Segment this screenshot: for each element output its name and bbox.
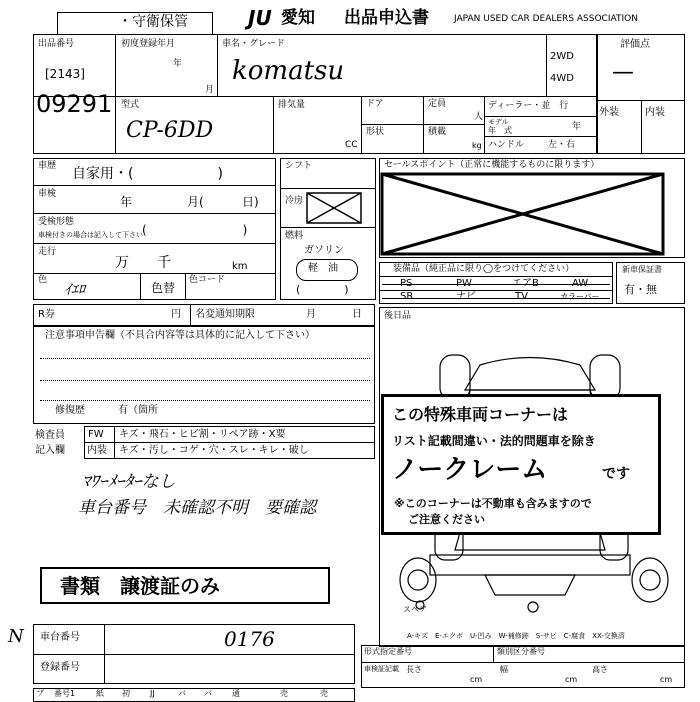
special-corner-notice <box>381 394 661 535</box>
model-year-unit: 年 <box>572 122 582 132</box>
documents-box <box>40 567 330 604</box>
listing-number: 09291 <box>36 90 113 118</box>
dealer-label: ディーラー・並 行 <box>488 101 569 111</box>
fuel-diesel: 軽 油 <box>308 263 338 274</box>
equip-aw: AW <box>572 278 589 289</box>
height-label: 高さ <box>592 665 608 674</box>
length-label: 長さ <box>406 665 422 674</box>
footer-item-8: 売 <box>280 689 288 698</box>
fuel-gas: ガソリン <box>304 245 344 256</box>
fuel-paren: ( ) <box>296 283 349 296</box>
mileage-sen: 千 <box>157 255 171 271</box>
special-no-claim: ノークレーム <box>392 455 548 485</box>
selling-points-label: セールスポイント（正常に機能するものに限ります） <box>384 160 600 170</box>
equip-airbag: エアB <box>512 278 539 289</box>
meihen-month: 月 <box>306 309 316 320</box>
checker-label2: 記入欄 <box>35 445 65 456</box>
height-unit: cm <box>660 675 673 684</box>
mileage-label: 走行 <box>38 247 57 257</box>
repair-label: 修復歴 <box>55 405 85 416</box>
load-label: 積載 <box>428 127 447 137</box>
footer-item-9: 売 <box>320 689 328 698</box>
header-dept-box <box>57 12 213 34</box>
model-year-label2: 年 式 <box>488 126 512 135</box>
checker-interior-text: キズ・汚し・コゲ・穴・スレ・キレ・破し <box>119 445 309 456</box>
transfer-paren: ( ) <box>142 223 248 237</box>
chassis-value: 0176 <box>224 627 275 651</box>
inspection-year: 年 <box>120 195 133 209</box>
footer-item-6: パ <box>204 689 212 698</box>
color-label: 色 <box>38 275 48 285</box>
shape-label: 形状 <box>366 127 385 137</box>
transfer-note: 車検付きの場合は記入して下さい <box>38 231 143 239</box>
notes-label: 注意事項申告欄（不具合内容等は具体的に記入して下さい） <box>45 330 315 341</box>
width-unit: cm <box>565 675 578 684</box>
reg-month-unit: 月 <box>205 85 215 95</box>
equip-tv: TV <box>515 291 528 302</box>
model-label: 型式 <box>121 100 140 110</box>
registration-label: 登録番号 <box>40 662 80 673</box>
shift-label: シフト <box>285 161 313 171</box>
warranty-value: 有・無 <box>624 283 657 296</box>
displacement-label: 排気量 <box>278 100 306 110</box>
evaluation-value: — <box>612 60 634 85</box>
capacity-unit: 人 <box>474 112 484 122</box>
drive-2wd: 2WD <box>550 51 574 62</box>
checker-fw: FW <box>88 429 104 440</box>
reg-year-unit: 年 <box>173 59 183 69</box>
car-name-value: komatsu <box>232 56 345 86</box>
checker-interior: 内装 <box>87 445 107 456</box>
color-value: ｲｴﾛ <box>64 282 85 298</box>
special-line1: この特殊車両コーナーは <box>392 405 569 424</box>
dept-text: ・守衛保管 <box>118 14 188 30</box>
org-name: 愛知 <box>281 8 315 28</box>
listing-bracket: [2143] <box>45 67 85 81</box>
chassis-label: 車台番号 <box>40 632 80 643</box>
interior-label: 内装 <box>645 107 665 118</box>
checker-fw-text: キズ・飛石・ヒビ割・リペア跡・X要 <box>119 429 286 440</box>
form-title: 出品申込書 <box>344 8 429 28</box>
drive-4wd: 4WD <box>550 73 574 84</box>
handle-value: 左・右 <box>548 140 576 150</box>
model-value: CP-6DD <box>126 118 214 143</box>
width-label: 幅 <box>500 665 508 674</box>
equipment-label: 装備品（純正品に限り◯をつけてください） <box>393 264 575 274</box>
footer-item-4: JJ <box>150 689 155 698</box>
exterior-label: 外装 <box>599 107 619 118</box>
history-label: 車歴 <box>38 161 57 171</box>
ac-crossed-box <box>306 192 362 224</box>
equip-sr: SR <box>400 291 414 302</box>
form-subtitle: JAPAN USED CAR DEALERS ASSOCIATION <box>454 14 638 24</box>
length-unit: cm <box>470 675 483 684</box>
handle-label: ハンドル <box>488 140 525 150</box>
documents-text: 書類 譲渡証のみ <box>60 574 220 598</box>
model-cat-label: 形式指定番号 <box>364 647 412 656</box>
mileage-unit: km <box>232 261 248 272</box>
handwritten-line1: ﾏﾜｰﾒｰﾀｰなし <box>82 472 176 492</box>
footer-item-7: 通 <box>232 689 240 698</box>
displacement-unit: CC <box>345 140 358 150</box>
special-line4: ※このコーナーは不動車も含みますので <box>394 497 592 510</box>
special-line5: ご注意ください <box>408 513 485 526</box>
transfer-label: 受検形態 <box>38 217 75 227</box>
meihen-label: 名変通知期限 <box>195 309 255 320</box>
inspection-day: 日) <box>242 195 259 209</box>
footer-item-3: 初 <box>122 689 130 698</box>
special-desu: です <box>602 466 630 482</box>
inspection-label: 車検 <box>38 189 57 199</box>
dims-label: 車検証記載 <box>364 665 399 673</box>
footer-item-5: バ <box>178 689 186 698</box>
recycle-yen: 円 <box>171 309 181 320</box>
special-line2: リスト記載間違い・法的問題車を除き <box>392 434 596 448</box>
handwritten-line2: 車台番号 未確認不明 要確認 <box>78 498 316 518</box>
fuel-label: 燃料 <box>285 231 304 241</box>
logo-mark: JU <box>248 6 272 30</box>
footer-item-1: 番号1 <box>54 689 76 698</box>
color-code: 色コード <box>189 275 226 285</box>
chassis-mark: N <box>8 626 24 647</box>
listing-label: 出品番号 <box>38 39 75 49</box>
evaluation-label: 評価点 <box>620 39 650 50</box>
color-change: 色替 <box>151 281 176 295</box>
class-cat-label: 類別区分番号 <box>497 647 545 656</box>
spare-label: スペア <box>403 605 427 614</box>
equip-colorbar: カラーバー <box>560 292 600 301</box>
warranty-label: 新車保証書 <box>622 265 662 274</box>
rear-item-label: 後日品 <box>384 311 412 321</box>
repair-value: 有（箇所 <box>118 405 158 416</box>
recycle-label: R券 <box>38 309 55 320</box>
reg-label: 初度登録年月 <box>121 39 176 49</box>
footer-item-2: 紙 <box>96 689 104 698</box>
inspection-month: 月( <box>187 195 204 209</box>
equip-pw: PW <box>456 278 472 289</box>
load-unit: kg <box>472 141 482 150</box>
meihen-day: 日 <box>352 309 362 320</box>
mileage-man: 万 <box>115 255 129 271</box>
equip-ps: PS <box>400 278 413 289</box>
selling-crossed-area <box>380 172 665 256</box>
history-value: 自家用・( ) <box>72 166 223 182</box>
model-year-label: モデル <box>488 118 509 126</box>
equip-navi: ナビ <box>456 291 476 302</box>
car-name-label: 車名・グレード <box>222 39 286 49</box>
footer-item-0: ブ <box>36 689 44 698</box>
door-label: ドア <box>366 99 384 109</box>
capacity-label: 定員 <box>428 99 447 109</box>
checker-label1: 検査員 <box>35 430 65 441</box>
ac-label: 冷房 <box>285 196 304 206</box>
damage-legend: A-キズ E-エクボ U-凹み W-補修跡 S-サビ C-腐食 XX-交換済 <box>407 632 625 640</box>
